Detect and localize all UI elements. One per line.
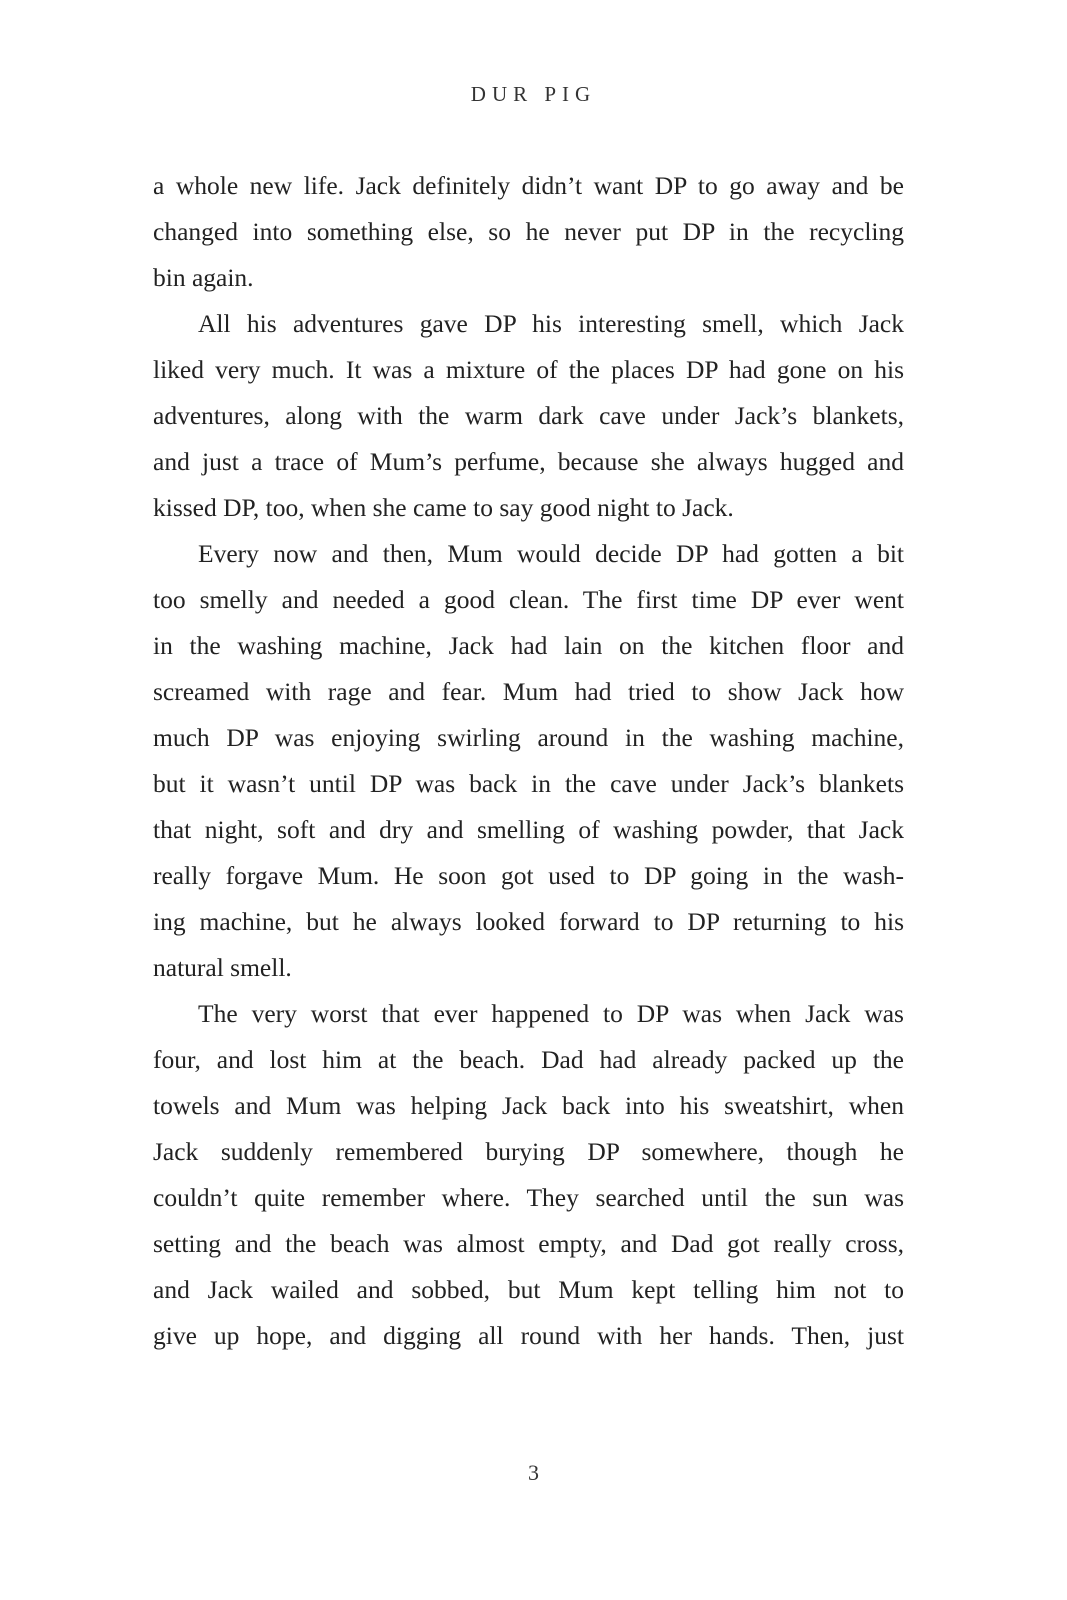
text-line: in the washing machine, Jack had lain on the kitchen floor and: [153, 631, 904, 660]
text-line: setting and the beach was almost empty, and Dad got really cross,: [153, 1229, 904, 1258]
text-line: natural smell.: [153, 953, 292, 982]
text-line: screamed with rage and fear. Mum had tried to show Jack how: [153, 677, 904, 706]
text-line: couldn’t quite remember where. They searched until the sun was: [153, 1183, 904, 1212]
page-number: 3: [528, 1460, 539, 1485]
text-line: that night, soft and dry and smelling of washing powder, that Jack: [153, 815, 904, 844]
text-line: but it wasn’t until DP was back in the cave under Jack’s blankets: [153, 769, 904, 798]
text-line: kissed DP, too, when she came to say good night to Jack.: [153, 493, 734, 522]
running-head: DUR PIG: [470, 82, 597, 106]
text-line: All his adventures gave DP his interesting smell, which Jack: [198, 309, 904, 338]
text-line: and Jack wailed and sobbed, but Mum kept telling him not to: [153, 1275, 904, 1304]
text-line: a whole new life. Jack definitely didn’t want DP to go away and be: [153, 171, 904, 200]
text-line: really forgave Mum. He soon got used to DP going in the wash-: [153, 861, 904, 890]
body-text: [153, 163, 904, 1359]
text-line: adventures, along with the warm dark cave under Jack’s blankets,: [153, 401, 904, 430]
text-line: liked very much. It was a mixture of the places DP had gone on his: [153, 355, 904, 384]
text-line: Every now and then, Mum would decide DP had gotten a bit: [198, 539, 904, 568]
text-line: towels and Mum was helping Jack back into his sweatshirt, when: [153, 1091, 904, 1120]
text-line: too smelly and needed a good clean. The first time DP ever went: [153, 585, 904, 614]
text-line: changed into something else, so he never put DP in the recycling: [153, 217, 904, 246]
text-line: ing machine, but he always looked forward to DP returning to his: [153, 907, 904, 936]
text-line: four, and lost him at the beach. Dad had already packed up the: [153, 1045, 904, 1074]
text-line: much DP was enjoying swirling around in the washing machine,: [153, 723, 904, 752]
text-line: give up hope, and digging all round with her hands. Then, just: [153, 1321, 904, 1350]
text-line: and just a trace of Mum’s perfume, because she always hugged and: [153, 447, 904, 476]
text-line: The very worst that ever happened to DP was when Jack was: [198, 999, 904, 1028]
text-line: bin again.: [153, 263, 254, 292]
text-line: Jack suddenly remembered burying DP somewhere, though he: [153, 1137, 904, 1166]
